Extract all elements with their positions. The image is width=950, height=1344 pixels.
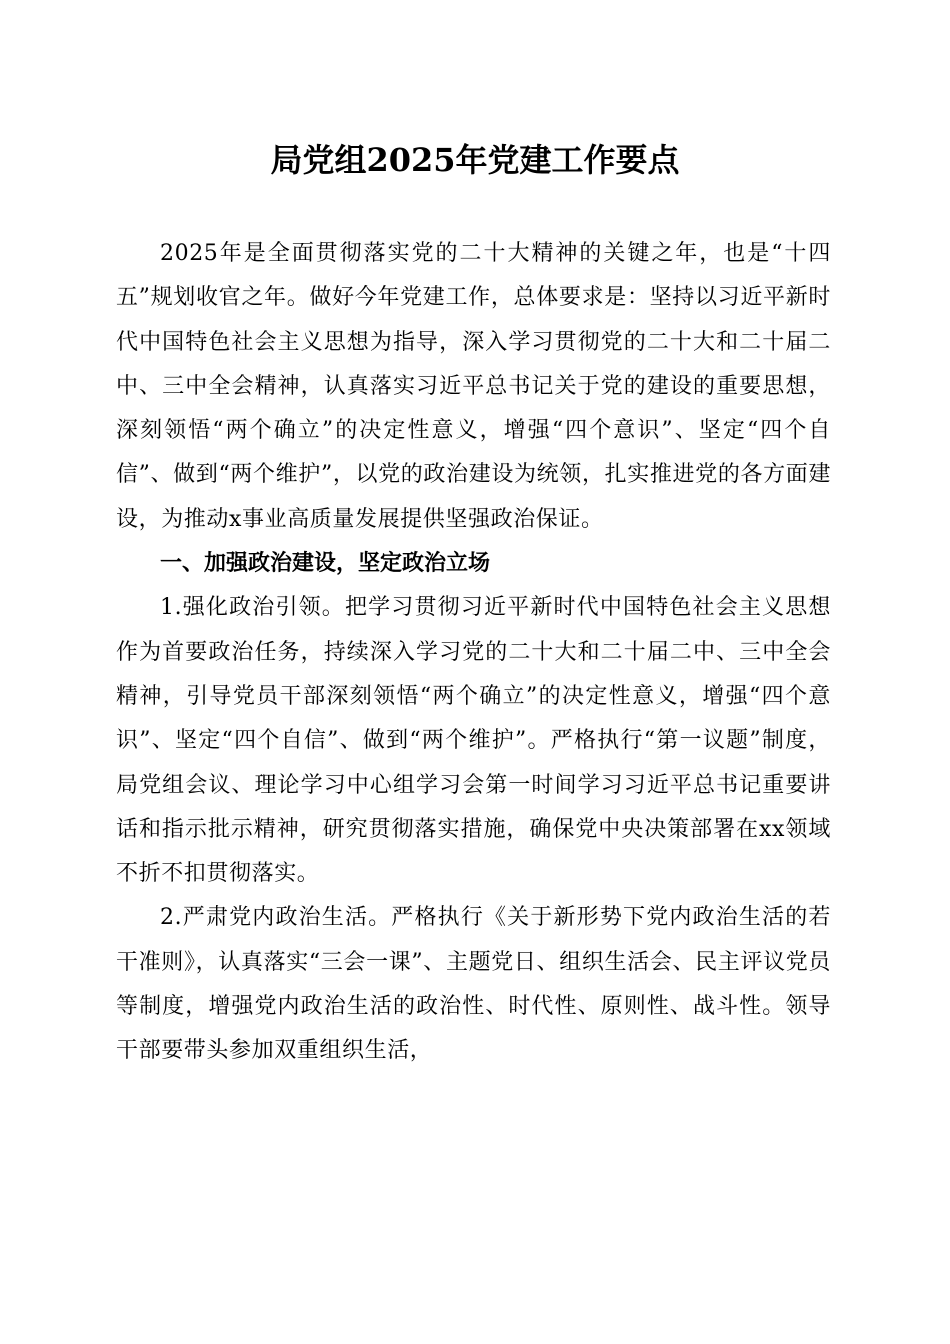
document-body bbox=[116, 232, 831, 1074]
intro-paragraph: 2025年是全面贯彻落实党的二十大精神的关键之年，也是“十四五”规划收官之年。做好今年党建工作，总体要求是：坚持以习近平新时代中国特色社会主义思想为指导，深入学习贯彻党的二十大和二十届二中、三中全会精神，认真落实习近平总书记关于党的建设的重要思想，深刻领悟“两个确立”的决定性意义，增强“四个意识”、坚定“四个自信”、做到“两个维护”，以党的政治建设为统领，扎实推进党的各方面建设，为推动x事业高质量发展提供坚强政治保证。 bbox=[116, 241, 831, 532]
section-1-item-1: 1.强化政治引领。把学习贯彻习近平新时代中国特色社会主义思想作为首要政治任务，持续深入学习党的二十大和二十届二中、三中全会精神，引导党员干部深刻领悟“两个确立”的决定性意义，增强“四个意识”、坚定“四个自信”、做到“两个维护”。严格执行“第一议题”制度，局党组会议、理论学习中心组学习会第一时间学习习近平总书记重要讲话和指示批示精神，研究贯彻落实措施，确保党中央决策部署在xx领域不折不扣贯彻落实。 bbox=[116, 595, 831, 887]
section-1-item-2: 2.严肃党内政治生活。严格执行《关于新形势下党内政治生活的若干准则》，认真落实“三会一课”、主题党日、组织生活会、民主评议党员等制度，增强党内政治生活的政治性、时代性、原则性、战斗性。领导干部要带头参加双重组织生活， bbox=[116, 905, 831, 1064]
document-title: 局党组2025年党建工作要点 bbox=[270, 141, 680, 179]
section-heading-1: 一、加强政治建设，坚定政治立场 bbox=[160, 551, 491, 577]
